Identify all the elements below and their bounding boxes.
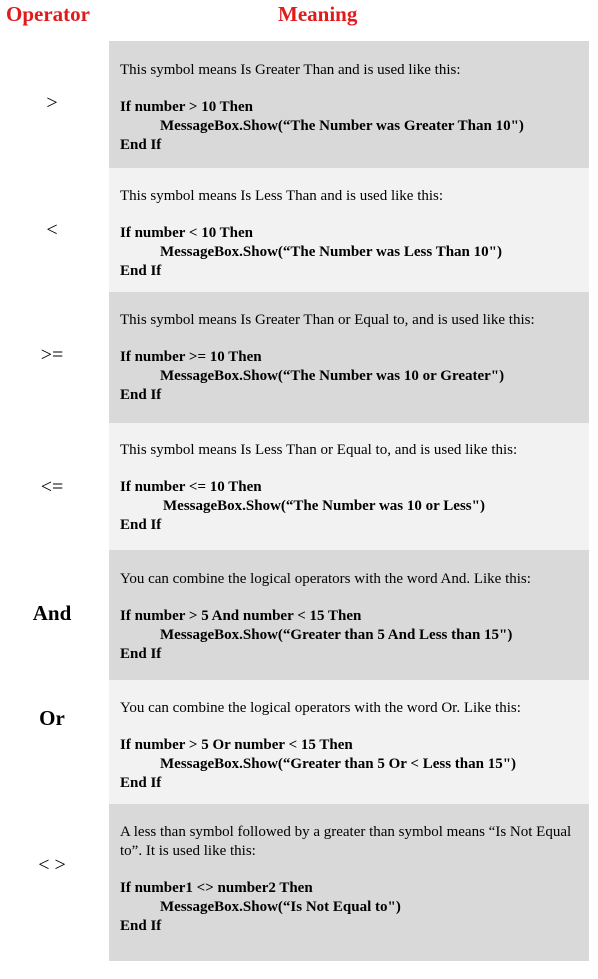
code-line: MessageBox.Show(“Is Not Equal to") bbox=[160, 899, 401, 915]
code-line: End If bbox=[120, 137, 162, 153]
code-line: MessageBox.Show(“The Number was Greater Than 10") bbox=[160, 118, 524, 134]
meaning-description: You can combine the logical operators with the word And. Like this: bbox=[120, 571, 531, 587]
meaning-description: A less than symbol followed by a greater than symbol means “Is Not Equal to”. It is used like this: bbox=[120, 824, 575, 859]
code-line: End If bbox=[120, 387, 162, 403]
code-line: If number > 10 Then bbox=[120, 99, 254, 115]
operator-row-greater-or-equal bbox=[0, 292, 598, 423]
meaning-description: This symbol means Is Less Than and is used like this: bbox=[120, 188, 444, 204]
operator-symbol: And bbox=[32, 601, 72, 625]
code-line: MessageBox.Show(“The Number was Less Than 10") bbox=[160, 244, 502, 260]
meaning-cell bbox=[109, 168, 589, 292]
meaning-cell bbox=[109, 804, 589, 961]
code-line: MessageBox.Show(“Greater than 5 Or < Less than 15") bbox=[160, 756, 517, 772]
code-line: End If bbox=[120, 918, 162, 934]
operator-symbol: >= bbox=[40, 344, 64, 366]
code-line: End If bbox=[120, 775, 162, 791]
meaning-cell bbox=[109, 550, 589, 680]
meaning-description: This symbol means Is Greater Than and is used like this: bbox=[120, 62, 461, 78]
code-line: If number1 <> number2 Then bbox=[120, 880, 313, 896]
code-line: MessageBox.Show(“Greater than 5 And Less than 15") bbox=[160, 627, 513, 643]
operator-symbol: Or bbox=[39, 706, 65, 730]
code-line: If number < 10 Then bbox=[120, 225, 254, 241]
meaning-column-header: Meaning bbox=[278, 2, 358, 26]
code-line: MessageBox.Show(“The Number was 10 or Less") bbox=[163, 498, 485, 514]
meaning-cell bbox=[109, 423, 589, 550]
operator-row-not-equal bbox=[0, 804, 598, 961]
code-line: End If bbox=[120, 517, 162, 533]
operator-row-or bbox=[0, 680, 598, 804]
meaning-cell bbox=[109, 292, 589, 423]
meaning-description: You can combine the logical operators with the word Or. Like this: bbox=[120, 700, 521, 716]
code-line: If number > 5 And number < 15 Then bbox=[120, 608, 362, 624]
operator-row-less-or-equal bbox=[0, 423, 598, 550]
code-line: MessageBox.Show(“The Number was 10 or Greater") bbox=[160, 368, 505, 384]
code-line: End If bbox=[120, 263, 162, 279]
operator-column-header: Operator bbox=[6, 2, 90, 26]
operator-symbol: < > bbox=[38, 854, 66, 876]
code-line: End If bbox=[120, 646, 162, 662]
operator-symbol: < bbox=[46, 219, 58, 241]
operator-symbol: <= bbox=[40, 476, 64, 498]
operator-row-less-than bbox=[0, 168, 598, 292]
meaning-cell bbox=[109, 680, 589, 804]
operator-row-greater-than bbox=[0, 41, 598, 168]
operator-symbol: > bbox=[46, 92, 58, 114]
code-line: If number > 5 Or number < 15 Then bbox=[120, 737, 353, 753]
code-line: If number >= 10 Then bbox=[120, 349, 262, 365]
operator-row-and bbox=[0, 550, 598, 680]
code-line: If number <= 10 Then bbox=[120, 479, 262, 495]
meaning-description: This symbol means Is Greater Than or Equal to, and is used like this: bbox=[120, 312, 535, 328]
meaning-cell bbox=[109, 41, 589, 168]
meaning-description: This symbol means Is Less Than or Equal to, and is used like this: bbox=[120, 442, 518, 458]
